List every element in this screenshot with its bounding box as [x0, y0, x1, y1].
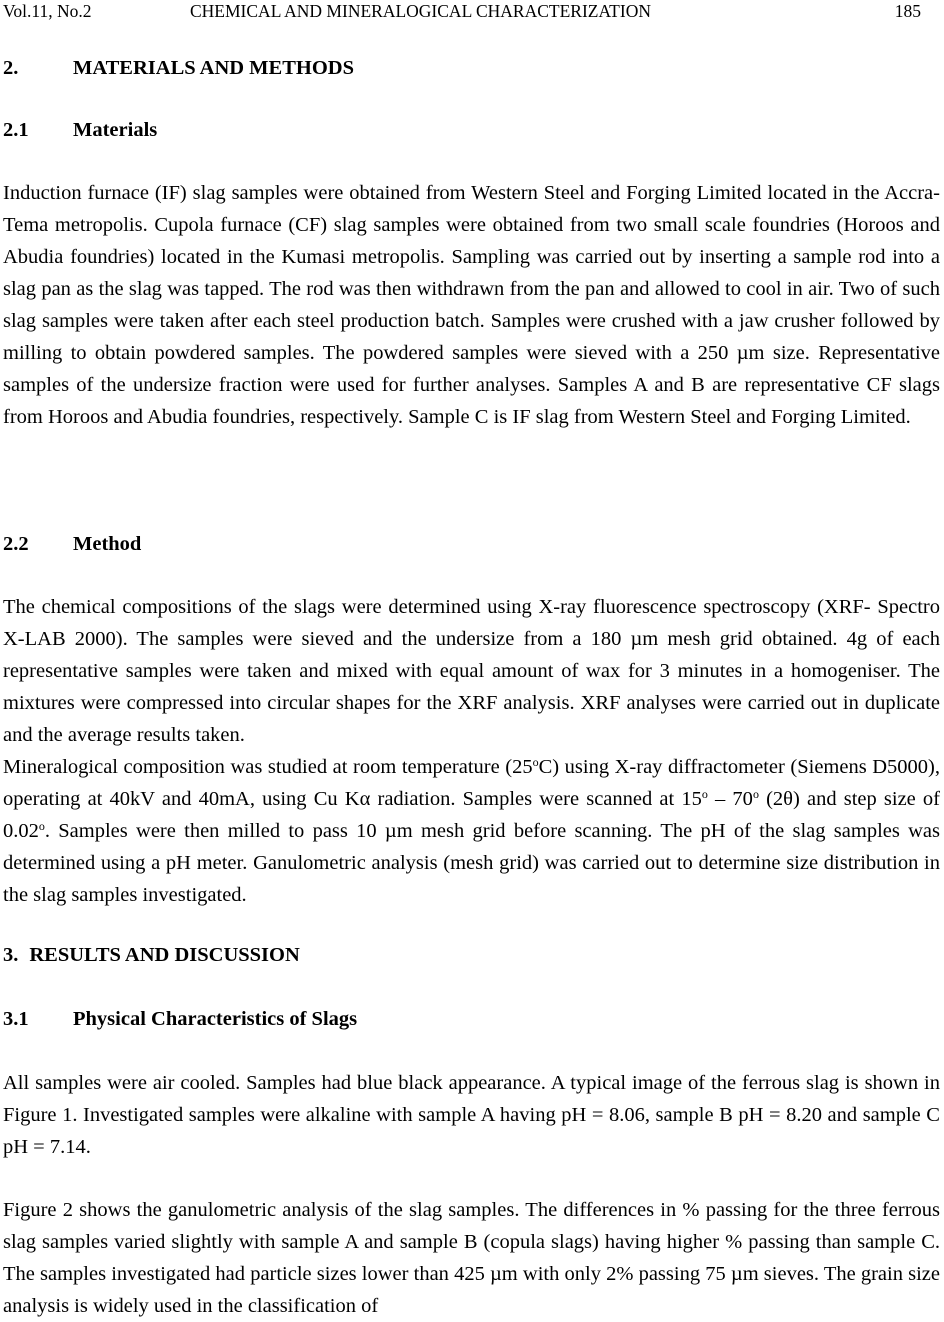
section-number: 3.: [3, 944, 19, 966]
page-number: 185: [894, 1, 921, 21]
running-head: [3, 0, 921, 23]
section-number: 2.1: [3, 119, 29, 141]
section-title: Physical Characteristics of Slags: [73, 1008, 358, 1030]
text-run: . Samples were then milled to pass 10 µm mesh grid before scanning. The pH of the slag samples was determined using a pH meter. Ganulometric analysis (mesh grid) was carried out to determine size distribution in the slag samples investigated.: [3, 820, 940, 906]
paragraph-physical-granulometry: [3, 1194, 940, 1322]
text-run: C) using X-ray diffractometer (Siemens D5000), operating at 40kV and 40mA, using Cu Kα radiation. Samples were scanned at 15: [3, 756, 940, 810]
paragraph-text: [3, 751, 940, 911]
paragraph-method-xrf: [3, 591, 940, 751]
subsection-heading-materials: [3, 117, 157, 143]
section-number: 3.1: [3, 1008, 29, 1030]
degree-superscript: o: [752, 787, 759, 801]
journal-volume: Vol.11, No.2: [3, 1, 92, 21]
running-title: CHEMICAL AND MINERALOGICAL CHARACTERIZATION: [190, 1, 651, 21]
text-run: – 70: [707, 788, 753, 810]
degree-superscript: o: [532, 755, 539, 769]
paragraph-text: Figure 2 shows the ganulometric analysis of the slag samples. The differences in % passing for the three ferrous slag samples varied slightly with sample A and sample B (copula slags) having higher % passing than sample C. The samples investigated had particle sizes lower than 425 µm with only 2% passing 75 µm sieves. The grain size analysis is widely used in the classification of: [3, 1199, 940, 1317]
degree-superscript: o: [701, 787, 708, 801]
section-title: MATERIALS AND METHODS: [73, 57, 354, 79]
section-heading-materials-and-methods: [3, 55, 354, 81]
section-number: 2.: [3, 57, 19, 79]
subsection-heading-physical-characteristics: [3, 1006, 357, 1032]
section-title: Materials: [73, 119, 158, 141]
paragraph-method-xrd: [3, 751, 940, 911]
section-heading-results-and-discussion: [3, 942, 300, 968]
paragraph-materials: [3, 177, 940, 433]
subsection-heading-method: [3, 531, 141, 557]
paragraph-text: All samples were air cooled. Samples had blue black appearance. A typical image of the ferrous slag is shown in Figure 1. Investigated samples were alkaline with sample A having pH = 8.06, sample B pH = 8.20 and sample C pH = 7.14.: [3, 1072, 940, 1158]
degree-superscript: o: [38, 819, 45, 833]
paragraph-physical-ph: [3, 1067, 940, 1163]
section-title: RESULTS AND DISCUSSION: [29, 944, 300, 966]
text-run: (2θ) and step size of 0.02: [3, 788, 940, 842]
paragraph-text: Induction furnace (IF) slag samples were obtained from Western Steel and Forging Limited located in the Accra-Tema metropolis. Cupola furnace (CF) slag samples were obtained from two small scale foundries (Horoos and Abudia foundries) located in the Kumasi metropolis. Sampling was carried out by inserting a sample rod into a slag pan as the slag was tapped. The rod was then withdrawn from the pan and allowed to cool in air. Two of such slag samples were taken after each steel production batch. Samples were crushed with a jaw crusher followed by milling to obtain powdered samples. The powdered samples were sieved with a 250 µm size. Representative samples of the undersize fraction were used for further analyses. Samples A and B are representative CF slags from Horoos and Abudia foundries, respectively. Sample C is IF slag from Western Steel and Forging Limited.: [3, 182, 940, 428]
text-run: Mineralogical composition was studied at room temperature (25: [3, 756, 533, 778]
paragraph-text: The chemical compositions of the slags were determined using X-ray fluorescence spectroscopy (XRF- Spectro X-LAB 2000). The samples were sieved and the undersize from a 180 µm mesh grid obtained. 4g of each representative samples were taken and mixed with equal amount of wax for 3 minutes in a homogeniser. The mixtures were compressed into circular shapes for the XRF analysis. XRF analyses were carried out in duplicate and the average results taken.: [3, 596, 940, 746]
section-title: Method: [73, 533, 142, 555]
section-number: 2.2: [3, 533, 29, 555]
